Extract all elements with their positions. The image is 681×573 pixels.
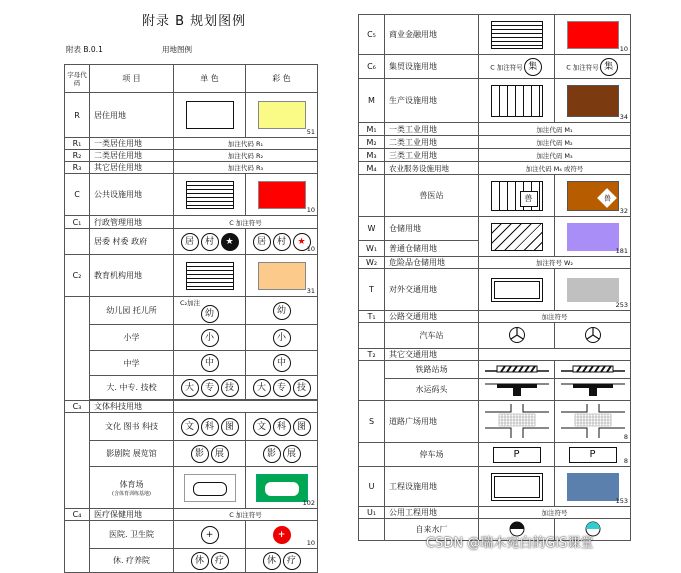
row-bus <box>359 323 631 349</box>
note: 加注代码 M₄ 或符号 <box>479 162 631 175</box>
item-name: 对外交通用地 <box>385 269 479 311</box>
glyph: 文 <box>181 418 199 436</box>
glyph: 影 <box>263 445 281 463</box>
color-number: 153 <box>615 497 628 505</box>
glyph: 大 <box>253 379 271 397</box>
item-name: 二类工业用地 <box>385 136 479 149</box>
code: R <box>65 93 90 138</box>
item-name: 道路广场用地 <box>385 401 479 443</box>
row-c <box>65 174 318 216</box>
color-symbols <box>246 229 318 255</box>
code: U <box>359 467 385 507</box>
appendix-title: 附录 B 规划图例 <box>142 14 247 29</box>
row-ms <box>65 351 318 376</box>
glyph: 展 <box>211 445 229 463</box>
item-name: 公共设施用地 <box>90 174 174 216</box>
code: R₁ <box>65 138 90 150</box>
header-code: 字母代码 <box>65 65 90 93</box>
parking-icon: P <box>493 447 541 463</box>
row-m1 <box>359 123 631 136</box>
table-label: 附表 B.0.1 <box>66 45 103 54</box>
code: C₆ <box>359 55 385 79</box>
glyph: 技 <box>221 379 239 397</box>
color-fill <box>258 101 306 129</box>
item-name: 影剧院 展览馆 <box>90 441 174 467</box>
row-gov <box>65 229 318 255</box>
glyph: 集 <box>524 58 542 76</box>
note: C 加注符号 <box>174 509 318 521</box>
table-name: 用地图例 <box>162 45 192 54</box>
row-c1 <box>65 216 318 229</box>
row-col <box>65 376 318 400</box>
note: 加注代码 R₃ <box>174 162 318 174</box>
glyph: 兽 <box>520 191 538 207</box>
color-number: 10 <box>306 206 315 214</box>
glyph: 小 <box>273 329 291 347</box>
code: M₃ <box>359 149 385 162</box>
header-item: 项 目 <box>90 65 174 93</box>
item-name: 文体科技用地 <box>90 401 174 413</box>
item-name: 中学 <box>90 351 174 376</box>
note: 加注符号 W₂ <box>479 257 631 269</box>
road-plaza-symbol <box>479 401 555 443</box>
glyph: 技 <box>293 379 311 397</box>
item-name: 幼儿园 托儿所 <box>90 297 174 325</box>
color-swatch <box>246 93 318 138</box>
color-number: 31 <box>306 287 315 295</box>
glyph: 专 <box>201 379 219 397</box>
glyph: 幼 <box>273 302 291 320</box>
glyph: 影 <box>191 445 209 463</box>
code: M₂ <box>359 136 385 149</box>
code: C₃ <box>65 401 90 413</box>
note: 加注符号 <box>479 311 631 323</box>
row-rail <box>359 361 631 379</box>
item-name: 普通仓储用地 <box>385 241 479 257</box>
row-park <box>359 443 631 467</box>
color-number: 51 <box>306 128 315 136</box>
color-number: 10 <box>619 45 628 53</box>
note: C 加注符号 <box>174 216 318 229</box>
wharf-icon <box>479 379 555 401</box>
code: M₁ <box>359 123 385 136</box>
code: W <box>359 217 385 241</box>
code: W₁ <box>359 241 385 257</box>
row-c3 <box>65 401 318 413</box>
glyph: 图 <box>293 418 311 436</box>
row-u <box>359 467 631 507</box>
item-name: 一类工业用地 <box>385 123 479 136</box>
glyph: 幼 <box>201 305 219 323</box>
item-name: 商业金融用地 <box>385 15 479 55</box>
item-name-cell <box>90 467 174 509</box>
color-number: 102 <box>302 499 315 507</box>
row-w <box>359 217 631 241</box>
glyph: 兽 <box>603 193 610 202</box>
item-name: 危险品仓储用地 <box>385 257 479 269</box>
color-number: 253 <box>615 301 628 309</box>
row-w2 <box>359 257 631 269</box>
code: R₃ <box>65 162 90 174</box>
code: T₂ <box>359 349 385 361</box>
item-name: 集贸设施用地 <box>385 55 479 79</box>
code: C₂ <box>65 255 90 297</box>
note: 加注代码 M₂ <box>479 136 631 149</box>
code: C <box>65 174 90 216</box>
item-name: 医疗保健用地 <box>90 509 174 521</box>
glyph: 居 <box>181 233 199 251</box>
color-number: 10 <box>306 245 315 253</box>
mono-swatch <box>174 467 246 509</box>
item-name: 其它交通用地 <box>385 349 479 361</box>
glyph: 居 <box>253 233 271 251</box>
glyph: 科 <box>201 418 219 436</box>
glyph: 村 <box>273 233 291 251</box>
item-name: 工程设施用地 <box>385 467 479 507</box>
glyph: 小 <box>201 329 219 347</box>
row-c6 <box>359 55 631 79</box>
item-name: 公用工程用地 <box>385 507 479 519</box>
row-r <box>65 93 318 138</box>
color-number: 10 <box>306 539 315 547</box>
glyph: 展 <box>283 445 301 463</box>
row-hos <box>65 521 318 549</box>
row-r1 <box>65 138 318 150</box>
row-gym <box>65 467 318 509</box>
star-icon: ★ <box>293 233 311 251</box>
item-name: 教育机构用地 <box>90 255 174 297</box>
mono-symbols <box>174 297 246 325</box>
item-name: 大. 中专. 技校 <box>90 376 174 400</box>
mono-swatch <box>174 93 246 138</box>
code: R₂ <box>65 150 90 162</box>
note: 加注代码 R₂ <box>174 150 318 162</box>
header-mono: 单 色 <box>174 65 246 93</box>
color-number: 32 <box>619 207 628 215</box>
note: C 加注符号 <box>566 63 599 71</box>
railway-station-icon <box>555 361 631 379</box>
row-m4 <box>359 162 631 175</box>
code: C₁ <box>65 216 90 229</box>
item-name: 二类居住用地 <box>90 150 174 162</box>
row-u1 <box>359 507 631 519</box>
glyph: 图 <box>221 418 239 436</box>
railway-station-icon <box>479 361 555 379</box>
glyph: 科 <box>273 418 291 436</box>
item-name: 仓储用地 <box>385 217 479 241</box>
row-r2 <box>65 150 318 162</box>
code: C₅ <box>359 15 385 55</box>
row-t1 <box>359 311 631 323</box>
code: U₁ <box>359 507 385 519</box>
glyph: 集 <box>600 58 618 76</box>
code: W₂ <box>359 257 385 269</box>
legend-table-left <box>64 64 318 573</box>
mono-swatch <box>174 255 246 297</box>
item-name: 兽医站 <box>385 175 479 217</box>
watermark: CSDN @瑞木宛白的GIS课堂 <box>426 536 594 551</box>
item-name: 行政管理用地 <box>90 216 174 229</box>
color-swatch <box>246 255 318 297</box>
item-name: 居住用地 <box>90 93 174 138</box>
item-name: 水运码头 <box>385 379 479 401</box>
glyph: 疗 <box>283 552 301 570</box>
row-s <box>359 401 631 443</box>
bus-station-icon <box>479 323 555 349</box>
item-name: 公路交通用地 <box>385 311 479 323</box>
cross-icon: + <box>201 526 219 544</box>
legend-table-right <box>358 14 631 541</box>
item-name: 一类居住用地 <box>90 138 174 150</box>
item-name: 医院. 卫生院 <box>90 521 174 549</box>
code: M <box>359 79 385 123</box>
code: T₁ <box>359 311 385 323</box>
glyph: 中 <box>273 354 291 372</box>
item-sub: (含体育训练基地) <box>112 490 151 497</box>
code: M₄ <box>359 162 385 175</box>
header-row <box>65 65 318 93</box>
item-name: 体育场 <box>119 479 144 489</box>
color-number: 34 <box>619 113 628 121</box>
wharf-icon <box>555 379 631 401</box>
item-name: 居委 村委 政府 <box>90 229 174 255</box>
item-name: 小学 <box>90 325 174 351</box>
row-ps <box>65 325 318 351</box>
glyph: 村 <box>201 233 219 251</box>
color-number: 8 <box>623 433 628 441</box>
color-swatch <box>246 467 318 509</box>
item-name: 文化 图书 科技 <box>90 413 174 441</box>
color-swatch <box>246 174 318 216</box>
glyph: 疗 <box>211 552 229 570</box>
item-name: 三类工业用地 <box>385 149 479 162</box>
parking-icon: P <box>569 447 617 463</box>
item-name: 生产设施用地 <box>385 79 479 123</box>
note: 加注代码 M₃ <box>479 149 631 162</box>
code: T <box>359 269 385 311</box>
glyph: 大 <box>181 379 199 397</box>
item-name: 其它居住用地 <box>90 162 174 174</box>
row-m2 <box>359 136 631 149</box>
note: 加注代码 M₁ <box>479 123 631 136</box>
row-port <box>359 379 631 401</box>
color-symbols <box>246 297 318 325</box>
row-c2 <box>65 255 318 297</box>
code: S <box>359 401 385 443</box>
item-name: 自来水厂 <box>385 519 479 541</box>
mono-swatch <box>174 174 246 216</box>
note: C 加注符号 <box>490 63 523 71</box>
note: 加注代码 R₁ <box>174 138 318 150</box>
item-name: 停车场 <box>385 443 479 467</box>
row-cul <box>65 413 318 441</box>
color-number: 8 <box>623 457 628 465</box>
cross-icon: + <box>273 526 291 544</box>
glyph: 休 <box>191 552 209 570</box>
note: 加注符号 <box>479 507 631 519</box>
row-t2 <box>359 349 631 361</box>
star-icon: ★ <box>221 233 239 251</box>
glyph: 休 <box>263 552 281 570</box>
bus-station-icon <box>555 323 631 349</box>
row-vet <box>359 175 631 217</box>
row-t <box>359 269 631 311</box>
item-name: 休. 疗养院 <box>90 549 174 573</box>
header-color: 彩 色 <box>246 65 318 93</box>
row-cin <box>65 441 318 467</box>
item-name: 汽车站 <box>385 323 479 349</box>
color-number: 181 <box>615 247 628 255</box>
item-name: 农业服务设施用地 <box>385 162 479 175</box>
code: C₄ <box>65 509 90 521</box>
row-kg <box>65 297 318 325</box>
row-m3 <box>359 149 631 162</box>
mono-symbols <box>174 229 246 255</box>
item-name: 铁路站场 <box>385 361 479 379</box>
row-r3 <box>65 162 318 174</box>
glyph: 中 <box>201 354 219 372</box>
row-san <box>65 549 318 573</box>
note: C₂加注 <box>180 299 201 307</box>
row-m <box>359 79 631 123</box>
row-c4 <box>65 509 318 521</box>
glyph: 文 <box>253 418 271 436</box>
road-plaza-symbol <box>555 401 631 443</box>
glyph: 专 <box>273 379 291 397</box>
row-c5 <box>359 15 631 55</box>
